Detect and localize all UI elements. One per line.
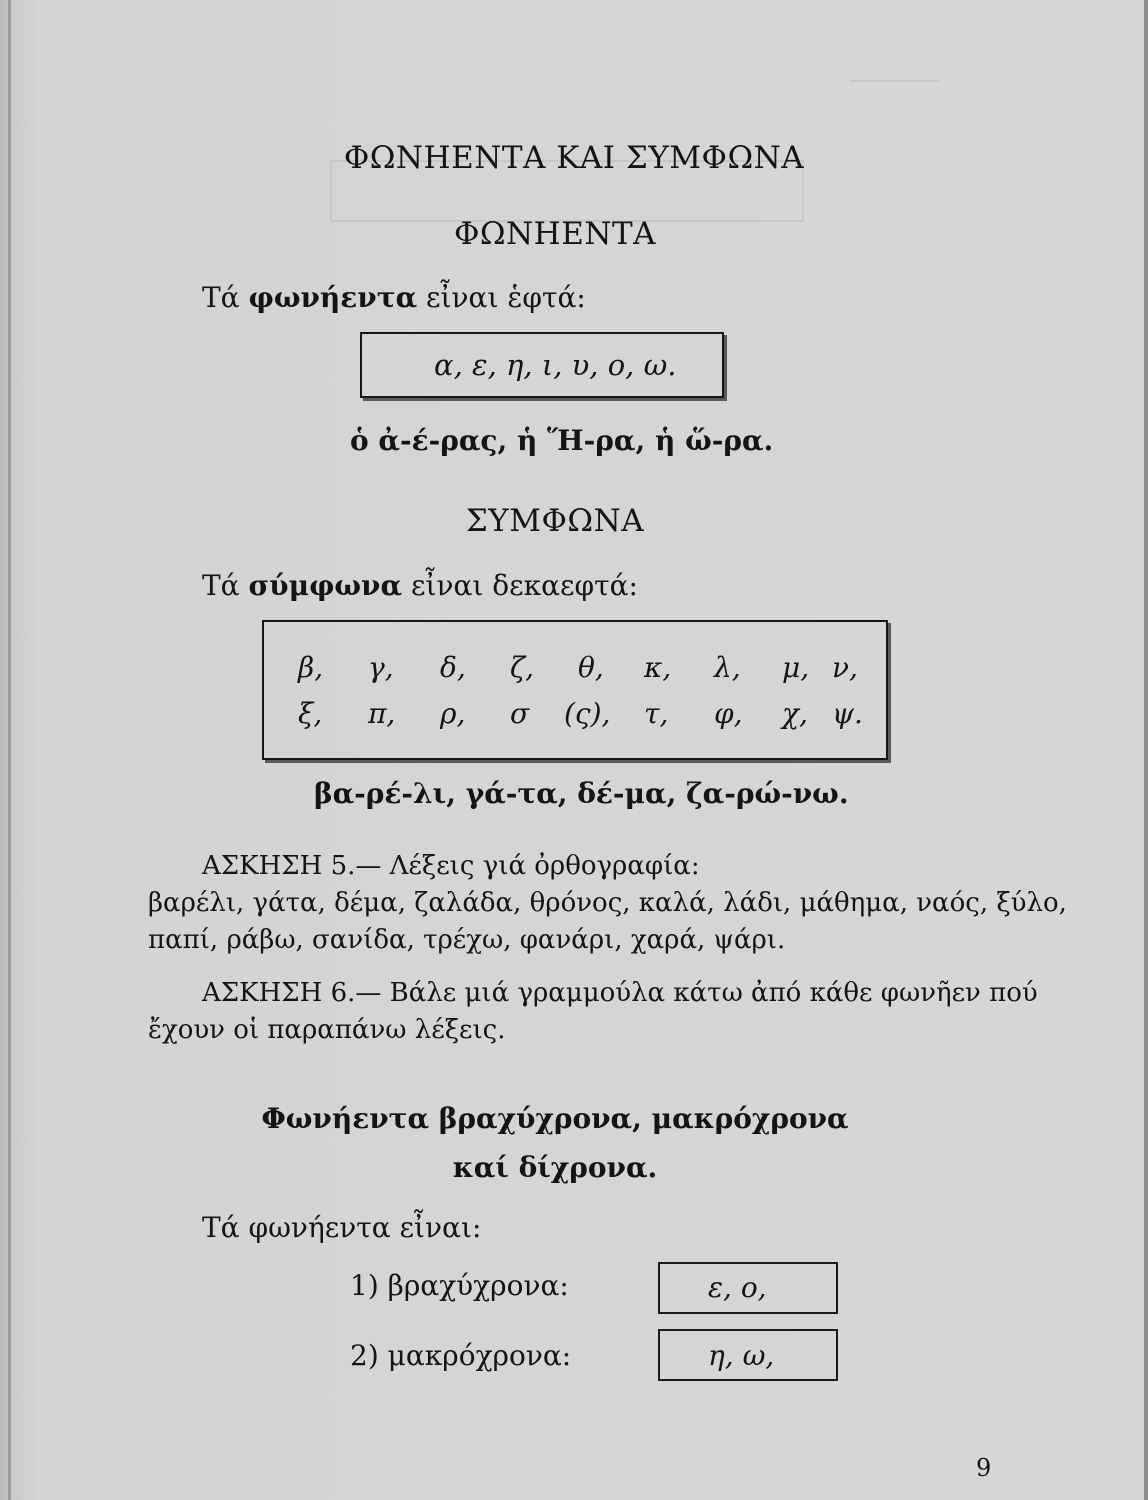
exercise-5 xyxy=(148,848,1067,959)
consonant-cell: γ, xyxy=(368,651,394,684)
exercise-5-words-line-2: παπί, ράβω, σανίδα, τρέχω, φανάρι, χαρά, ψάρι. xyxy=(148,925,786,955)
vowels-intro-suffix: εἶναι ἑφτά: xyxy=(426,281,586,314)
consonant-cell: θ, xyxy=(578,651,604,684)
consonant-cell: ξ, xyxy=(298,697,323,730)
consonant-cell: ψ. xyxy=(832,697,863,730)
vowel-examples: ὁ ἀ-έ-ρας, ἡ Ἥ-ρα, ἡ ὥ-ρα. xyxy=(350,424,774,457)
exercise-6-line-2: ἔχουν οἱ παραπάνω λέξεις. xyxy=(148,1015,506,1045)
consonant-cell: δ, xyxy=(440,651,466,684)
vowels-intro-term: φωνήεντα xyxy=(248,281,418,314)
consonant-cell: μ, xyxy=(782,651,810,684)
consonant-cell: ρ, xyxy=(440,697,466,730)
item-2-label: 2) μακρόχρονα: xyxy=(350,1339,572,1372)
consonant-cell: λ, xyxy=(714,651,741,684)
consonants-intro-term: σύμφωνα xyxy=(248,569,403,602)
section3-intro: Τά φωνήεντα εἶναι: xyxy=(202,1211,482,1244)
vowels-heading: ΦΩΝΗΕΝΤΑ xyxy=(453,216,657,252)
section3-heading-line-1: Φωνήεντα βραχύχρονα, μακρόχρονα xyxy=(261,1102,849,1135)
item-2-box xyxy=(658,1329,838,1381)
consonant-cell: σ xyxy=(510,697,530,730)
consonant-cell: (ς), xyxy=(564,697,611,730)
consonant-cell: ν, xyxy=(832,651,858,684)
consonant-cell: χ, xyxy=(782,697,808,730)
consonants-box xyxy=(262,620,888,760)
consonant-cell: κ, xyxy=(644,651,672,684)
consonant-cell: τ, xyxy=(644,697,669,730)
consonants-intro xyxy=(202,570,638,602)
consonant-examples: βα-ρέ-λι, γά-τα, δέ-μα, ζα-ρώ-νω. xyxy=(314,777,849,810)
main-title: ΦΩΝΗΕΝΤΑ ΚΑΙ ΣΥΜΦΩΝΑ xyxy=(343,140,805,176)
vowels-intro-prefix: Τά xyxy=(202,281,240,314)
consonant-cell: π, xyxy=(368,697,396,730)
exercise-5-heading: ΑΣΚΗΣΗ 5.— Λέξεις γιά ὀρθογραφία: xyxy=(202,851,700,881)
consonant-cell: ζ, xyxy=(510,651,535,684)
bleed-through-mark xyxy=(850,60,940,82)
vowels-intro xyxy=(202,282,586,314)
exercise-6-line-1: ΑΣΚΗΣΗ 6.— Βάλε μιά γραμμούλα κάτω ἀπό κάθε φωνῆεν πού xyxy=(202,978,1038,1008)
item-1-box xyxy=(658,1262,838,1314)
item-2-value: η, ω, xyxy=(708,1339,775,1372)
vowel-letters: α, ε, η, ι, υ, ο, ω. xyxy=(434,348,677,382)
consonants-intro-suffix: εἶναι δεκαεφτά: xyxy=(410,569,638,602)
item-1-label: 1) βραχύχρονα: xyxy=(350,1269,569,1302)
consonants-heading: ΣΥΜΦΩΝΑ xyxy=(465,503,645,539)
page-edge xyxy=(1144,0,1148,1500)
consonant-cell: φ, xyxy=(714,697,743,730)
page-number: 9 xyxy=(976,1454,992,1482)
consonant-cell: β, xyxy=(298,651,324,684)
exercise-5-words-line-1: βαρέλι, γάτα, δέμα, ζαλάδα, θρόνος, καλά, λάδι, μάθημα, ναός, ξύλο, xyxy=(148,888,1067,918)
section3-heading-line-2: καί δίχρονα. xyxy=(452,1151,658,1184)
exercise-6 xyxy=(148,975,1038,1049)
vowels-box xyxy=(360,332,724,398)
consonants-intro-prefix: Τά xyxy=(202,569,240,602)
item-1-value: ε, ο, xyxy=(708,1271,767,1304)
